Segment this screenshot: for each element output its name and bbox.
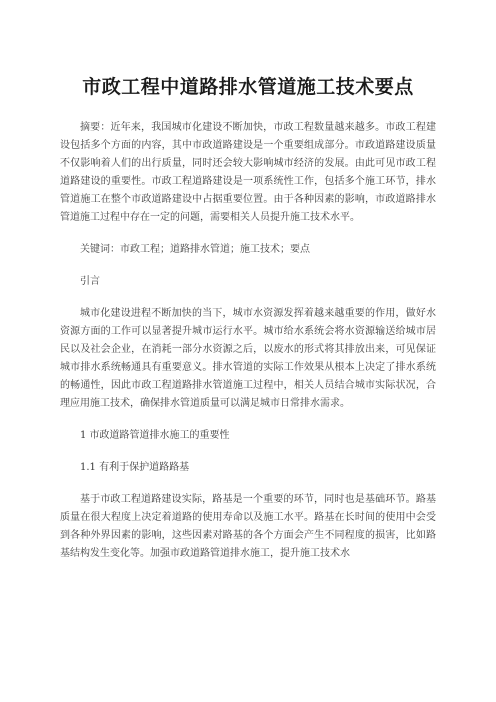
paragraph-spacer	[60, 477, 436, 491]
section-1-1-paragraph: 基于市政工程道路建设实际，路基是一个重要的环节，同时也是基础环节。路基质量在很大程度上决定着道路的使用寿命以及施工水平。路基在长时间的使用中会受到各种外界因素的影响，这些因素对路基的各个方面会产生不同程度的损害，比如路基结构发生变化等。加强市政道路管道排水施工，提升施工技术水	[60, 494, 436, 559]
document-title: 市政工程中道路排水管道施工技术要点	[82, 76, 414, 98]
paragraph-spacer	[60, 413, 436, 427]
intro-heading: 引言	[80, 276, 100, 287]
paragraph-spacer	[60, 259, 436, 273]
intro-paragraph: 城市化建设进程不断加快的当下，城市水资源发挥着越来越重要的作用，做好水资源方面的工作可以显著提升城市运行水平。城市给水系统会将水资源输送给城市居民以及社会企业，在消耗一部分水资源之后，以废水的形式将其排放出来，可见保证城市排水系统畅通具有重要意义。排水管道的实际工作效果从根本上决定了排水系统的畅通性，因此市政工程道路排水管道施工过程中，相关人员结合城市实际状况，合理应用施工技术，确保排水管道质量可以满足城市日常排水需求。	[60, 308, 436, 409]
document-body	[60, 119, 436, 563]
abstract-paragraph: 摘要：近年来，我国城市化建设不断加快，市政工程数量越来越多。市政工程建设包括多个方面的内容，其中市政道路建设是一个重要组成部分。市政道路建设质量不仅影响着人们的出行质量，同时还会较大影响城市经济的发展。由此可见市政工程道路建设的重要性。市政工程道路建设是一项系统性工作，包括多个施工环节，排水管道施工在整个市政道路建设中占据重要位置。由于各种因素的影响，市政道路排水管道施工过程中存在一定的问题，需要相关人员提升施工技术水平。	[60, 122, 436, 223]
keywords-line: 关键词：市政工程；道路排水管道；施工技术；要点	[80, 244, 310, 255]
section-1-1-heading: 1.1 有利于保护道路路基	[80, 462, 190, 473]
paragraph-spacer	[60, 445, 436, 459]
paragraph-spacer	[60, 291, 436, 305]
section-1-heading: 1 市政道路管道排水施工的重要性	[80, 430, 230, 441]
paragraph-spacer	[60, 227, 436, 241]
